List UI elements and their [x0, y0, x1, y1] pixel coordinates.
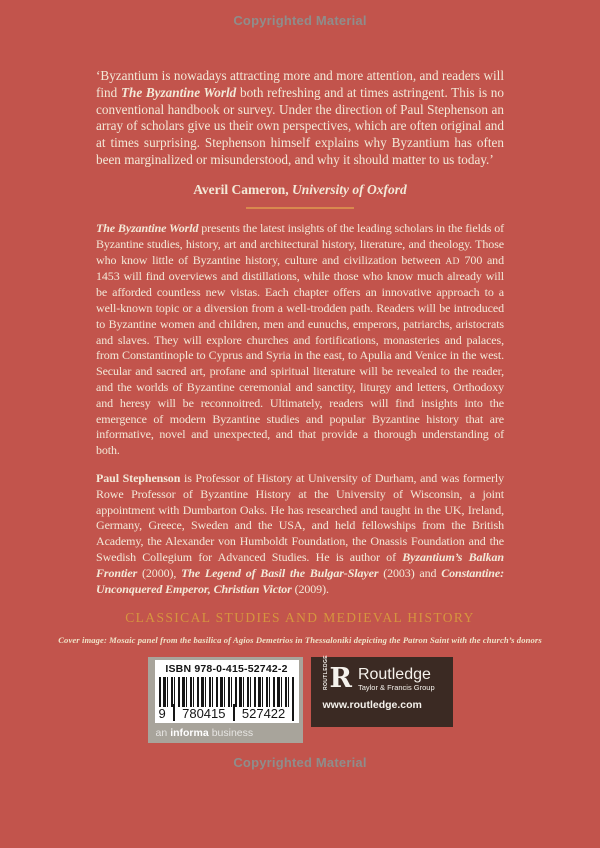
quote-attribution: Averil Cameron, University of Oxford	[193, 181, 407, 197]
barcode-digit-group: 9	[158, 706, 166, 722]
book-description: The Byzantine World presents the latest insights of the leading scholars in the fields of Byzantine studies, history, art and architectural history, literature, and theology. Those who know little of Byzantine history, culture and civilization between AD 700 and 1453 will find overviews and distillations, while those who know much already will be afforded countless new vistas. Each chapter offers an innovative approach to a well-known topic or a diversion from a well-trodden path. Readers will be introduced to Byzantine women and children, men and eunuchs, emperors, patriarchs, aristocrats and slaves. They will explore churches and fortifications, monasteries and palaces, from Constantinople to Cyprus and Syria in the east, to Apulia and Venice in the west. Secular and sacred art, profane and spiritual literature will be revealed to the reader, and the worlds of Byzantine ceremonial and sanctity, liturgy and letters, Orthodoxy and heresy will be reconnoitred. Ultimately, readers will find insights into the emergence of modern Byzantine studies and popular Byzantine history that are informative, novel and unexpected, and that provide a thorough understanding of both.	[96, 220, 504, 458]
barcode-digit-group: 780415	[182, 706, 226, 722]
publisher-group: Taylor & Francis Group	[357, 682, 435, 692]
routledge-r-icon: R	[329, 663, 352, 695]
informa-prefix: an	[155, 727, 168, 740]
text-column	[96, 68, 504, 597]
publisher-row	[0, 657, 600, 743]
barcode-bars	[159, 677, 295, 707]
publisher-website: www.routledge.com	[322, 699, 422, 712]
cover-image-caption: Cover image: Mosaic panel from the basilica of Agios Demetrios in Thessaloniki depicting the Patron Saint with the church’s donors	[58, 635, 542, 646]
publisher-name: Routledge	[357, 665, 431, 683]
barcode-guard-bar	[173, 704, 175, 721]
publisher-logo-row	[322, 655, 443, 695]
copyright-watermark-bottom: Copyrighted Material	[233, 755, 367, 771]
author-bio: Paul Stephenson is Professor of History at University of Durham, and was formerly Rowe Professor of Byzantine History at the University of Wisconsin, a joint appointment with Dumbarton Oaks. He has researched and taught in the UK, Ireland, Germany, Greece, Sweden and the USA, and held fellowships from the British Academy, the Alexander von Humboldt Foundation, the Onassis Foundation and the Swedish Collegium for Advanced Studies. He is author of Byzantium’s Balkan Frontier (2000), The Legend of Basil the Bulgar-Slayer (2003) and Constantine: Unconquered Emperor, Christian Victor (2009).	[96, 470, 505, 596]
copyright-watermark-top: Copyrighted Material	[233, 13, 367, 28]
barcode-guard-bar	[292, 704, 294, 721]
barcode-panel	[155, 660, 299, 723]
informa-brand: informa	[170, 727, 209, 740]
series-title: CLASSICAL STUDIES AND MEDIEVAL HISTORY	[125, 610, 475, 626]
section-divider	[246, 207, 354, 209]
isbn-label: ISBN 978-0-415-52742-2	[165, 663, 288, 676]
barcode-digit-group: 527422	[241, 706, 286, 722]
informa-business-strip	[155, 723, 299, 743]
barcode-digits	[159, 707, 295, 721]
barcode-block	[148, 657, 303, 743]
informa-suffix: business	[211, 727, 254, 740]
review-quote: ‘Byzantium is nowadays attracting more and more attention, and readers will find The Byzantine World both refreshing and at times astringent. This is no conventional handbook or survey. Under the direction of Paul Stephenson an array of scholars give us their own perspectives, which are often original and at times surprising. Stephenson himself explains why Byzantium has often been marginalized or misunderstood, and why it should matter to us today.’	[96, 68, 504, 167]
publisher-logo-block	[311, 657, 453, 727]
barcode-guard-bar	[233, 704, 235, 721]
publisher-names	[358, 667, 435, 692]
routledge-vertical-text: ROUTLEDGE	[322, 655, 329, 691]
